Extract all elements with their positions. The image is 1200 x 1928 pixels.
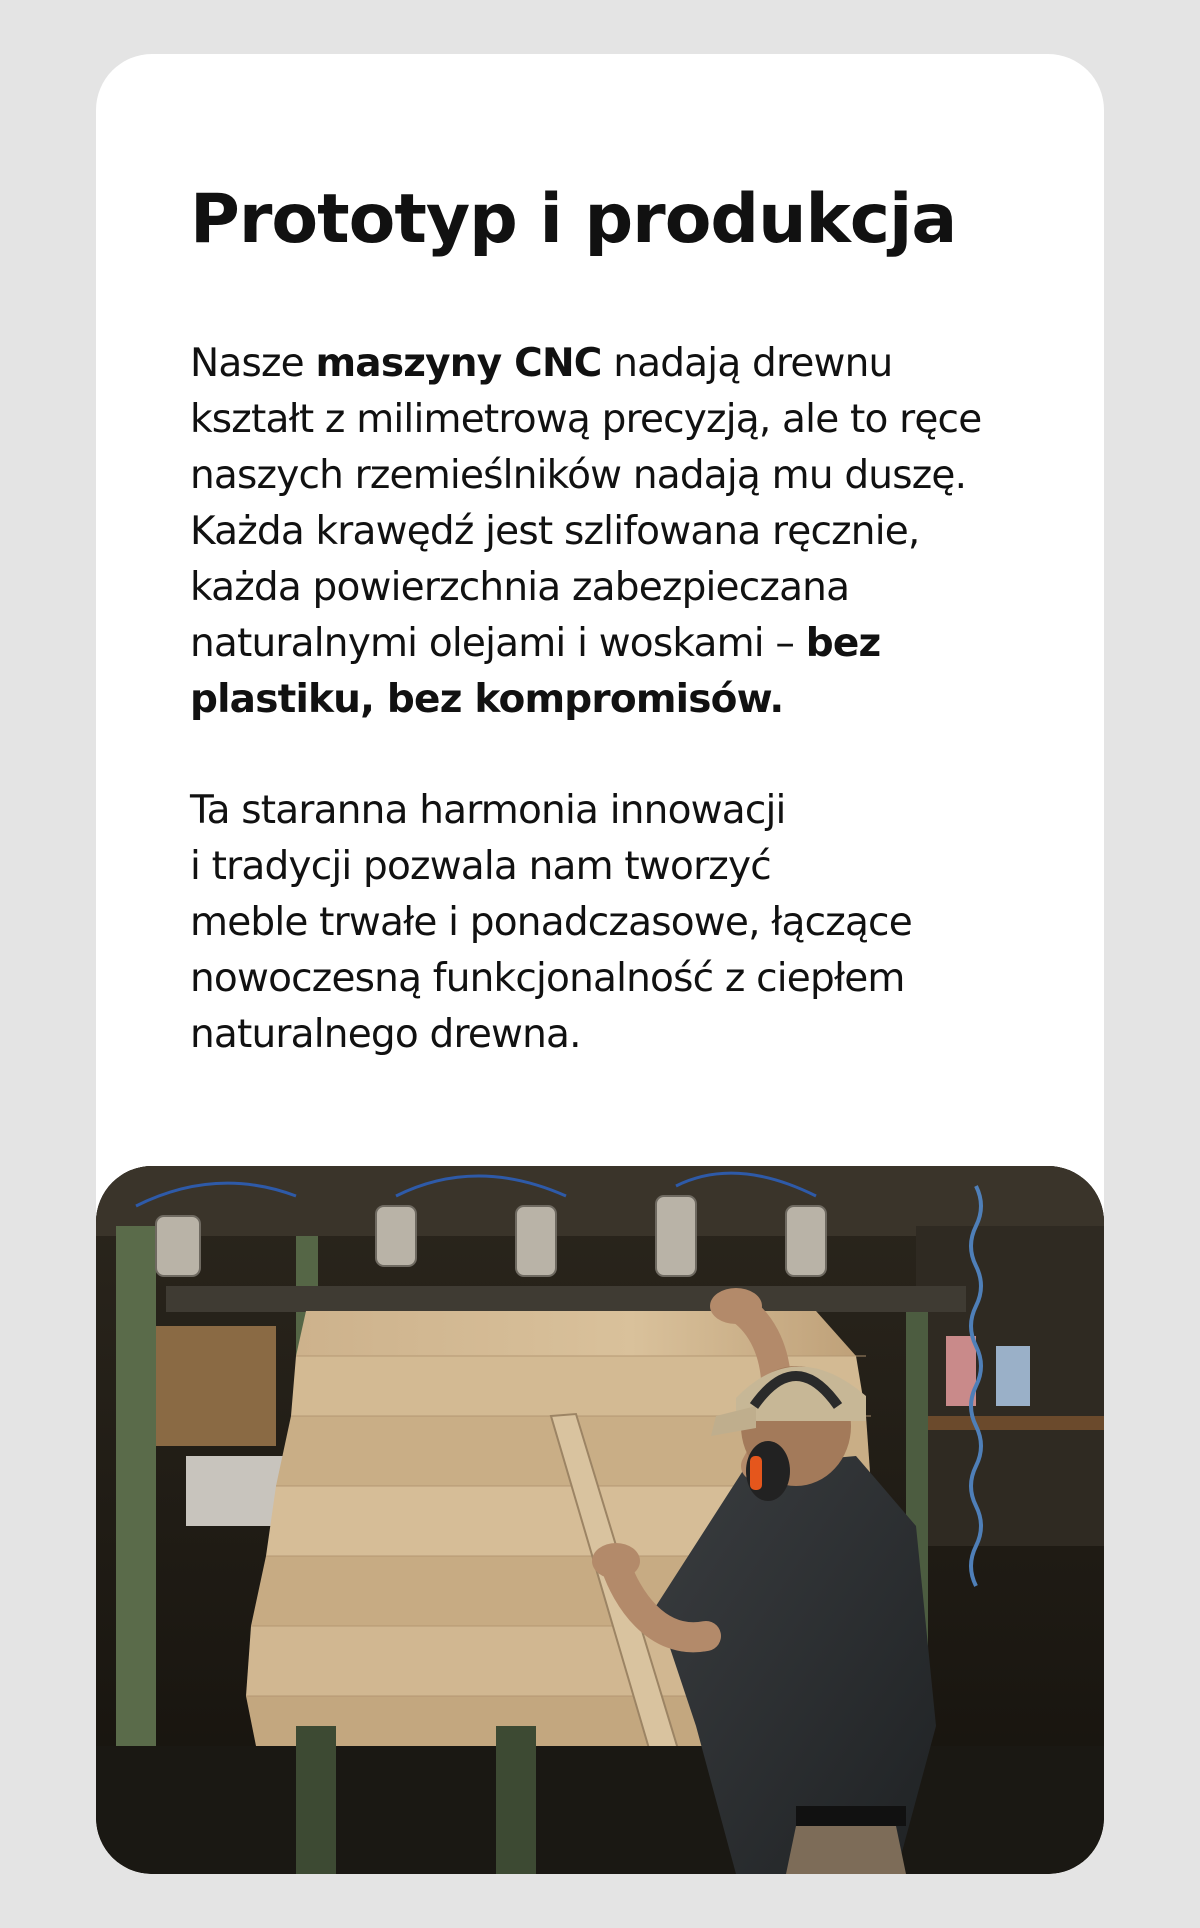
text-run: Nasze: [190, 341, 316, 386]
text-line: nowoczesną funkcjonalność z ciepłem: [190, 956, 905, 1001]
text-line: Ta staranna harmonia innowacji: [190, 788, 786, 833]
text-line: [190, 672, 1050, 728]
text-line: naturalnego drewna.: [190, 1012, 581, 1057]
bold-text-no-plastic: plastiku, bez kompromisów.: [190, 677, 784, 722]
bold-text-cnc: maszyny CNC: [315, 341, 602, 386]
text-line: meble trwałe i ponadczasowe, łączące: [190, 900, 912, 945]
text-line: [190, 336, 1050, 392]
text-line: [190, 616, 1050, 672]
text-run: nadają drewnu: [601, 341, 893, 386]
bold-text-bez: bez: [805, 621, 881, 666]
content-card: [96, 54, 1104, 1874]
text-line: Każda krawędź jest szlifowana ręcznie,: [190, 509, 920, 554]
text-line: i tradycji pozwala nam tworzyć: [190, 844, 771, 889]
intro-paragraph: [190, 336, 1050, 728]
text-line: kształt z milimetrową precyzją, ale to ręce: [190, 397, 982, 442]
craftsman-at-wood-press-icon: [96, 1166, 1104, 1874]
workshop-photo: [96, 1166, 1104, 1874]
section-title: Prototyp i produkcja: [190, 180, 957, 259]
text-run: naturalnymi olejami i woskami –: [190, 621, 806, 666]
text-line: naszych rzemieślników nadają mu duszę.: [190, 453, 967, 498]
text-line: każda powierzchnia zabezpieczana: [190, 565, 850, 610]
closing-paragraph: [190, 783, 1050, 1063]
